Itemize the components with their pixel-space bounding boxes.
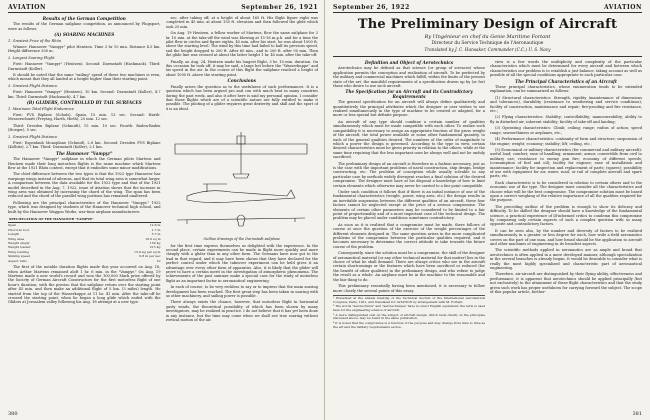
top-view-tail [233,174,249,178]
figure-caption: Outline drawings of the Darmstadt sailplane [203,237,280,242]
flight-para-1: sec. after taking off, at a height of about 165 ft. His flight figure eight was completed in 45 min. at about 150 ft. elevation and then followed the glide which took 25 min. [165,16,318,29]
right-page [325,0,650,420]
left-columns [8,16,318,324]
right-header-journal: AVIATION [604,4,642,11]
a1-title: 1. Greatest Prize of the Rhön [8,38,62,43]
spec-value: 0.8 m per sec [139,254,161,259]
right-column-2 [490,60,642,331]
results-intro: The results of the German sailplane competition, as announced by Flugsport, were as follows: [8,22,161,31]
right-page-number: 381 [632,411,642,417]
a3-title: 3. Greatest Flight Distance [8,83,58,88]
front-view-wing [177,218,305,220]
a2-title: 2. Longest Soaring Flight [8,55,55,60]
article-translator: Translated by J. C. Hunsaker, Commander (C.C.) U. S. Navy [424,47,551,52]
article-title: The Preliminary Design of Aircraft [357,17,618,32]
char-summary-para: These principal characteristics, whose enumeration tends to be extended explanation, can be summarized as follows: [490,85,642,94]
b1-text: First: FVS Biplane (Schulz), Spain, 15 min. 13 sec. Second: Harth-Messerschmitt (Freytag, Harth, Hirth), 25 min. 12 sec. [8,112,161,122]
spec-para-1: The general specification for an aircraft will always define qualitatively and quantitatively the principal attributes which the designer or user wishes to see realized simultaneously in the type of machine to be created or adapted, for a more or less special but definite purpose. [333,100,485,118]
char-item: (5) Economical or military characteristics (for commercial and military aircraft): useful load; comfort; ease of handling; armament; armor, convertible from civil to military use; resistance to enemy gun fire; economy of different speeds; (consumption of fuel and oil); facility for engines; ease of installation and maintenance; facility for inspection and replacement of parts; (spares); possibility of use with equipment for air, water, road, or rail of complete aircraft and spare parts, etc. [490,147,642,179]
spec-para-2: An aircraft of any type should combine a certain number of qualities simultaneously which must be made compatible with each other. To realize such compatibility it is necessary to assign an appropriate fraction of the gross weight of the aircraft, the total power available or some other fundamental quantity, to each of the general qualities desired. The numbers of the order of magnitude to which a power the design is governed. According to the type in view, certain desired characteristics must be given priority in relation to the others, while at the same time requiring that the less important ones be always well and not be unduly sacrificed. [333,119,485,160]
spec-para-7: This preliminary essentially having been mentioned, it is necessary to follow more closely the several points of this essay. [333,284,485,293]
footnotes [333,295,485,330]
left-column-2 [166,16,319,324]
char-item: (1) Structural characteristics: Strength, rigidity (maintenance of dimensions and tolerances), durability (resistance to weathering and service conditions); facility of construction, maintenance and repair; fire-proofing and fire resistance, etc.; [490,95,642,114]
spec-value: 150 kg [149,241,161,246]
b3-text: First: Espenlaub Monoplane (Schmid), 2.8 km. Second: Dresden FVS Biplane (Kolbitz), 2.7 km. Third: Darmstadt (Koller), 2.1 km. [8,140,161,150]
left-page-number: 380 [8,411,18,417]
a1-text: Winner: Hannover "Vampyr" pilot Hentzen. Time 3 hr 10 min. Distance 4.5 km. Height difference 300 m. [8,45,161,54]
spec-label: Wing loading [8,249,29,254]
spec-label: Weight loaded [8,245,31,250]
vampyr-spec-table [8,216,161,263]
spec-label: Length [8,232,20,237]
conclusions-para-1: Finally arises the question as to the usefulness of such performances. It is a question which has been argued pro and con with much heat in many countries during the past week, and also it after here is said my personal opinion. I consider that those flights which are of a scientific nature are fully entitled to make it possible. The piloting of a glider requires great dexterity and skill and the sport of it is an ideal. [165,84,318,111]
definition-para: Aerotechnics may be defined as that science (or group of sciences) whose application permits the conception and realization of aircraft. To be perfected by the military and commercial machines which fulfill, within the limits of the present state of the art, the manifold requirements of a specification drawn up by (or for) those who desire to use such aircraft. [333,66,485,89]
conclusions-para-4: There always exists the chance, however, that motorless flight in horizontal gusty winds, the theoretical possibility of which has been shown by many investigators, may be realized in practice. I do not believe that it has yet been done in any instance, but the time may come when we shall see true soaring without vertical motion of the air. [165,300,318,323]
a2-text: First: Hannover "Vampyr" (Hentzen). Second: Darmstadt (Hackmack). Third: Darmstadt (Koller). [8,62,161,71]
vampyr-para-4: The first of the notable duration flights made this year occurred on Aug. 18, when Arthur Martens remained aloft 1 hr. 6 min. in the "Vampyr." On Aug. 19 Martens made a new world's record and won the 100,000 Mark prize offered by the Society of German Aircraft Constructors for the first motorless flight of one hour's duration, with the proviso that the sailplane return over the starting point after 45 min. and then make an additional flight of 5 km. (3 miles) length. He started from the top of the Wasserkuppe at 11 hr. 41 min. After the take-off he crossed the starting point, when he began a long glide which ended with the Gliders at Jerusalem valley following his Aug. 18 attempt at a new type. [8,265,161,305]
spec-table-row [8,259,161,263]
right-header-date: September 26, 1922 [333,4,410,11]
results-heading: Results of the German Competition [42,16,126,21]
char-para-6: The scientific methods applied in aeronautics are as ample and broad that aerotechnics is often applied in a more developed manner, although specialization in the several branches is already begun. It would be desirable to consider what is really the most highly specialized and characteristic part of aeronautical engineering. [490,248,642,271]
footnote: ³ A more distinguished text on the subject of aircraft design, which rests chiefly on the principles discussed above, may be found in the same publication. [333,312,485,321]
sailplane-drawing [167,114,315,234]
front-view-fuselage [237,215,245,226]
conclusions-para-3: In each of course, to be very reckless to say or to impress that the main soaring development has been reached. The first great step has been taken in soaring with no other machinery, and sailing power is possible. [165,285,318,298]
char-item: (3) Operating characteristics: Climb; ceiling; range; radius of action; speed range; seaworthiness or airplanes, etc.; [490,126,642,135]
flight-para-2: On Aug. 19 Hentzen, a fellow worker of Martens, flew the same sailplane for 2 hr. 10 min. at the take-off the wind was blowing at 15-16 m.p.h. and for a time the pilot flew in circles and figure eights, 45 min. after his start, he was about 1000 ft. above the starting level. The wind by this time had failed to half its previous speed, and the height dropped to 200 ft. After 60 min., and to 200 ft. after 90 min. Then the glide line was crossed at about the latter height 1 hr. 45 min. after the take-off. [165,31,318,58]
spec-label: Aspect ratio [8,258,28,263]
article-byline-affiliation: Directeur du Service Technique de l'Aeronautique [431,41,544,46]
flight-para-3: Finally, on Aug. 24, Hentzen made his longest flight, 3 hr. 10 min. duration. On this occasion he took off, it may be said, a large bet before the "Wasserkuppe" and his speed in the air. In the course of this flight the sailplane reached a height of about 1000 ft. above the starting point. [165,59,318,77]
spec-label: Chord at root [8,227,30,232]
vampyr-heading: The Hannover "Vampyr" [55,150,113,156]
char-para-7: Therefore, air-aircraft are distinguished by their flying ability, effectiveness and performance, it is apparent that aerotechnics should be applied principally (but not exclusively) to the attainment of these flight characteristics and that the study given such work has proper usefulness for carrying forward the subject. The scope of this popular article, further- [490,272,642,295]
char-intro-para: view is a few words the multiplicity and complexity of the particular characteristics which must be determined for every aircraft and between which characteristics our problem is to establish a just balance, taking account as well as possible of all the special conditions appropriate to each particular case. [490,60,642,78]
vampyr-para-1: The Hannover "Vampyr" sailplane in which the German pilots Martens and Hentzen made their long motorless flights is the same machine which Martens flew at the 1921 Rhön contest, except that it embodies some minor modifications. [8,157,161,170]
gliders-heading: (B) GLIDERS, CONTROLLED BY TAIL SURFACES [26,100,142,106]
spec-value: 215 kg [149,245,161,250]
char-item: (4) Performance characteristics: continuity of form and structure; suspension of the engine; weight; economy; stability; lift; ceiling, etc.; [490,137,642,146]
specification-heading: The Specification for an Aircraft and its Contradictory Requirements [345,89,473,99]
vampyr-para-3: Following are the principal characteristics of the Hannover "Vampyr," 1922 type, which was designed by students of the Hannover technical high school, and built by the Hannover Waggon Works, war-time airplane manufacturers: [8,200,161,214]
spec-para-6: Consequently, since the solution must be a compromise, the skill of the designer of aeronautical material (or any other technical material for that matter) lies in the choice of what he shall demand. There are always critics who see in the aircraft certain shortcomings or the features which have been sacrificed or reduced (for the benefit of other qualities) in the preliminary design, and who refuse to judge the result as a whole. An airplane must be in the machine to the reasonable and the fair thing to do. [333,251,485,282]
char-para-5: It can be seen also, by the number and diversity of factors to be realized simultaneously in a greater or less degree for each, how wide a field aeronautics covers on the part of one man, and how broad should be the application to aircraft and other machines of engineering in its broadest aspects. [490,228,642,247]
spec-label: Wing area [8,236,25,241]
article-byline: By l'Ingénieur en chef du Genie Maritime Fortant [424,34,551,40]
left-running-header [8,4,318,13]
b2-text: Third: Dresden Biplane (Schmidt), 15 min. 10 sec. Fourth: Baden-Baden (Hoeger), 5 sec. [8,123,161,133]
spec-label: Weight empty [8,241,30,246]
char-para-3: Each characteristic is to be considered in relation to certain others and to the economic use of the type. The designer must consider all the characteristics and choose what will be the best compromise. The compromise solution must be based upon a correct weighing of the relative importance of all the qualities required for the purpose. [490,180,642,203]
sailplane-outline-figure [166,113,319,235]
side-view-fuselage [187,190,295,203]
spec-table-title: SPECIFICATION OF THE HANNOVER "VAMPYR" [8,216,161,223]
characteristics-heading: The Principal Characteristics of an Aircraft [515,78,617,84]
b3-title: 2. Greatest Flight Distance [8,134,58,139]
spec-value: 5.7 m [151,232,161,237]
spec-value: 1.7 m [151,227,161,232]
left-column-1 [8,16,161,324]
b1-title: 1. Maximum Total Flight Endurance [8,106,74,111]
footnote: ² The words "aerotechnics" and "aerotechnique" have no exact English equivalent; the term is used here for the engineering science of aircraft. [333,304,485,313]
definition-heading: Definition and Object of Aerotechnics [364,60,454,65]
spec-value: 13.4 kg per sq m [134,249,161,254]
spec-para-3: The preliminary design of an aircraft is therefore in a fashion necessary, just as is the case with the important problems of naval construction, ship design, bridge constructing, etc. The problem of conception while usually solvable in any particular case by methods widely divergent reaches a final solution of the desired compromise. The designer must have at his disposal a knowledge of how to limit certain elements which otherwise may never be carried to a fair point compatible. [333,161,485,188]
left-header-date: September 26, 1921 [241,4,318,11]
right-columns [333,60,642,331]
conclusions-heading: Conclusions [227,78,256,84]
footnote: ¹ Presented at the annual meeting of the Technical Section of the International Aeronautical Congress, Paris, 1921, and translated for AVIATION by arrangement with M. Fortant. [333,295,485,304]
soaring-machines-heading: (A) SOARING MACHINES [54,32,115,38]
a3-text: First: Hannover "Vampyr" (Hentzen), 10 km. Second: Darmstadt (Koller), 4.7 km. Third: Darmstadt (Hackmack), 4.7 km. [8,90,161,99]
spec-para-5: As soon as it is realized that a compromise must be made, there follows of course at once the question of the exercise of the weight percentages of the different elements designed in. The same question arises in the more complicated problems of the compromise between the particular qualities required, and it becomes necessary to determine the correct attitude to take towards the future course of the problem. [333,222,485,249]
right-column-1 [333,60,485,331]
spec-label: Sinking speed [8,254,31,259]
spec-value: 16.0 sq m [145,236,161,241]
right-running-header [333,4,642,13]
char-item: (2) Flying characteristics: Stability; controllability; manoeuvrability; ability to fly in disturbed air; inherent stability; facility of take-off and landing; [490,115,642,124]
vampyr-para-2: The chief difference between the two types is that the 1922 type Hannover has warpings wings instead of ailerons, and that its total wing area is somewhat larger. A comparison between the data available for the 1922 type and that of the 1921 model described in the Aug. 7, 1922, issue of Aviation shows that the increase in wing area was obtained by increasing the chord of the wing. The span has been reduced and the chord of the parallel wing portions has remained unaltered. [8,172,161,199]
spec-para-4: Under such condition it follows that if there is an initial instance of one of the fundamental characteristics (weight, power, wing area, etc.) the design results in an inevitable suspension between the different qualities of an aircraft, these four factors cannot be neglected except at the price of a serious compromise. The elements of certain other parameters may be considered to be limited to a fair point of proportionality and of a most important case of the technical design. The problem may be placed under conditions sometimes contradictory. [333,189,485,221]
spec-value: 12.6 m [149,223,161,228]
left-header-journal: AVIATION [8,4,46,11]
conclusions-para-2: for the first time express themselves as delighted with the experience. In the second place, certain experiments can be made in flight more quickly and more cheaply with a glider than in any other form. The Germans have now got to the lead in that regard, and it may have been shown that they have declared for the perfect control under which the takeover experiment can be held gives it an advantage over every other form of apparatus. Also, it is likely that the glider will prove to have a certain merit in the investigation of atmospheric phenomena. The achievements of the past summer make a special case for the study of motorless flight as an important factor in aeronautical engineering. [165,243,318,283]
spec-label: Span [8,223,16,228]
a2-note: It should be noted that the same "sailing" speed of these two machines is even, which meant that they all landed at a height higher than their starting point. [8,73,161,82]
spec-value: 10 [156,258,161,263]
footnote: ⁴ It is noted that the compromise is a function of the purpose and may change from time to time as the art and the military requirements evolve. [333,321,485,329]
title-rule [333,56,642,57]
char-para-4: The preceding outline of the problem is enough to show its delicacy and difficulty. To be skilled the designer should have a knowledge of the fundamental science, a practical experience of ill-informed critics to condemn this compromise by comparing only certain aspects of such a complex question with so many opposite and contradictory factors. [490,204,642,227]
